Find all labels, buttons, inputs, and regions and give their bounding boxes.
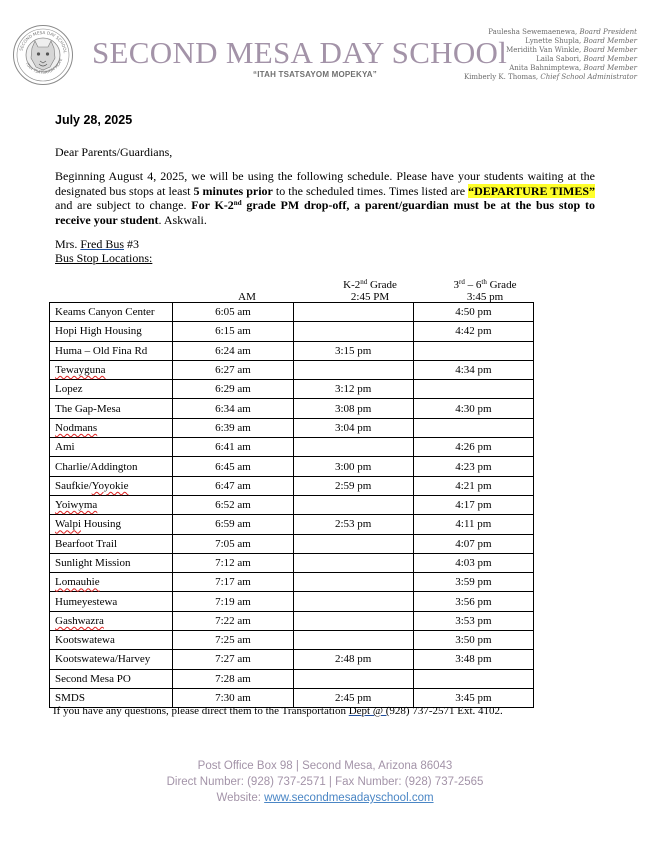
table-row (50, 631, 534, 650)
grade-3-6-time-cell (413, 573, 533, 592)
stop-name: Ami (55, 441, 75, 454)
grade-3-6-time: 3:48 pm (455, 653, 492, 666)
stop-name-cell (50, 399, 173, 418)
k2-time-cell (293, 457, 413, 476)
grade-3-6-time: 3:53 pm (455, 614, 492, 627)
header-k2-sup: nd (360, 278, 368, 286)
grade-3-6-time: 4:17 pm (455, 499, 492, 512)
k2-time: 2:48 pm (334, 653, 372, 666)
board-members (464, 28, 637, 82)
school-name: SECOND MESA DAY SCHOOl (92, 35, 508, 70)
para-bold-text: For K-2 (191, 198, 234, 212)
table-row (50, 592, 534, 611)
header-36-sup: rd (459, 278, 465, 286)
para-bold-prior: 5 minutes prior (193, 183, 273, 198)
departure-times-highlight: “DEPARTURE TIMES” (468, 183, 595, 198)
am-time: 6:59 am (215, 518, 251, 531)
k2-time: 2:59 pm (334, 479, 372, 492)
stop-name-cell (50, 360, 173, 379)
am-time: 6:27 am (215, 364, 251, 377)
stop-name-part: Yoyokie (91, 479, 129, 492)
k2-time-cell (293, 669, 413, 688)
grade-3-6-time: 4:11 pm (455, 518, 492, 531)
grade-3-6-time: 3:59 pm (455, 576, 492, 589)
bus-schedule-table (49, 302, 534, 708)
table-row (50, 341, 534, 360)
board-member-name: Anita Bahnimptewa, (509, 64, 584, 72)
am-time: 6:39 am (215, 421, 251, 434)
am-time-cell (173, 534, 293, 553)
am-time-cell (173, 303, 293, 322)
am-time-cell (173, 515, 293, 534)
board-member (464, 46, 637, 55)
header-36-text: 3 (453, 279, 460, 291)
am-time: 7:17 am (215, 576, 251, 589)
table-row (50, 611, 534, 630)
k2-time: 3:08 pm (334, 402, 372, 415)
table-row (50, 360, 534, 379)
board-member-name: Lynette Shupla, (525, 37, 584, 45)
k2-time-cell (293, 438, 413, 457)
intro-paragraph (55, 169, 595, 227)
am-time-cell (173, 418, 293, 437)
stop-name-cell (50, 495, 173, 514)
grade-3-6-time: 3:45 pm (455, 692, 492, 705)
table-row (50, 438, 534, 457)
am-time-cell (173, 457, 293, 476)
am-time-cell (173, 650, 293, 669)
am-time-cell (173, 592, 293, 611)
table-row (50, 457, 534, 476)
grade-3-6-time-cell (413, 631, 533, 650)
stop-name-cell (50, 322, 173, 341)
am-time: 6:41 am (215, 441, 251, 454)
k2-time-cell (293, 592, 413, 611)
stop-name-cell (50, 438, 173, 457)
note-text: If you have any questions, please direct them to the Transportation (53, 705, 349, 717)
k2-time-cell (293, 650, 413, 669)
am-time: 7:19 am (215, 595, 251, 608)
am-time: 7:27 am (215, 653, 251, 666)
am-time-cell (173, 573, 293, 592)
k2-time-cell (293, 631, 413, 650)
k2-time: 2:45 pm (334, 692, 372, 705)
k2-time: 3:00 pm (334, 460, 372, 473)
para-bold-text: grade PM drop-off, a parent/guardian must be at the bus stop to receive your student (55, 198, 595, 227)
grade-3-6-time-cell (413, 438, 533, 457)
stop-name-cell (50, 553, 173, 572)
board-member-title: Chief School Administrator (540, 73, 637, 81)
header-k2-time: 2:45 PM (350, 291, 390, 303)
am-time-cell (173, 322, 293, 341)
stop-name: Walpi Housing (55, 518, 122, 531)
grade-3-6-time-cell (413, 380, 533, 399)
am-time: 7:22 am (215, 614, 251, 627)
am-time: 6:34 am (215, 402, 251, 415)
stop-name: Kootswatewa (55, 634, 115, 647)
table-row (50, 380, 534, 399)
para-text: and are subject to change. (55, 198, 192, 212)
am-time-cell (173, 438, 293, 457)
k2-time: 3:12 pm (334, 383, 372, 396)
k2-time-cell (293, 553, 413, 572)
stop-name: Saufkie/Yoyokie (55, 479, 129, 492)
grade-3-6-time: 3:50 pm (455, 634, 492, 647)
header-36-text: – 6 (464, 279, 482, 291)
questions-note (53, 705, 503, 717)
grade-3-6-time: 4:42 pm (455, 325, 492, 338)
stop-name: SMDS (55, 692, 85, 705)
grade-3-6-time: 4:50 pm (455, 306, 492, 319)
header-k2-text: K-2 (343, 279, 361, 291)
stop-name-cell (50, 341, 173, 360)
stop-name: Nodmans (55, 421, 98, 434)
k2-time-cell (293, 380, 413, 399)
stop-name: Gashwazra (55, 614, 104, 627)
stop-name: Yoiwyma (55, 499, 98, 512)
board-member (464, 37, 637, 46)
header-am: AM (238, 291, 256, 303)
k2-time-cell (293, 303, 413, 322)
k2-time: 2:53 pm (334, 518, 372, 531)
footer-phones: Direct Number: (928) 737-2571 | Fax Number: (928) 737-2565 (166, 776, 484, 788)
am-time: 6:47 am (215, 479, 251, 492)
k2-time-cell (293, 573, 413, 592)
grade-3-6-time-cell (413, 399, 533, 418)
header-k2 (320, 279, 420, 303)
para-text: . Askwali. (158, 212, 207, 227)
driver-prefix: Mrs. (55, 237, 81, 251)
k2-time: 3:15 pm (334, 344, 372, 357)
grade-3-6-time-cell (413, 360, 533, 379)
stop-name: Lopez (55, 383, 83, 396)
stop-name: Bearfoot Trail (55, 537, 118, 550)
grade-3-6-time: 4:26 pm (455, 441, 492, 454)
k2-time-cell (293, 534, 413, 553)
k2-time-cell (293, 418, 413, 437)
table-row (50, 322, 534, 341)
k2-time-cell (293, 399, 413, 418)
board-member-title: Board President (579, 28, 637, 36)
stop-name: Huma – Old Fina Rd (55, 344, 148, 357)
website-link[interactable]: www.secondmesadayschool.com (264, 792, 434, 804)
stop-name: Charlie/Addington (55, 460, 138, 473)
grade-3-6-time: 4:34 pm (455, 364, 492, 377)
k2-time-cell (293, 322, 413, 341)
am-time-cell (173, 476, 293, 495)
footer-website (0, 790, 650, 806)
para-text: to the scheduled times. Times listed are (272, 183, 469, 198)
grade-3-6-time-cell (413, 418, 533, 437)
stop-name-cell (50, 476, 173, 495)
table-row (50, 669, 534, 688)
k2-time-cell (293, 341, 413, 360)
header-k2-text: Grade (367, 279, 397, 291)
am-time-cell (173, 611, 293, 630)
board-member-title: Board Member (583, 37, 637, 45)
para-text: Beginning August 4, 2025, we will be using the following schedule. Please have your students waiting at the designated bus stops at least (55, 169, 595, 198)
board-member-name: Kimberly K. Thomas, (463, 73, 541, 81)
grade-3-6-time: 3:56 pm (455, 595, 492, 608)
stop-name: The Gap-Mesa (55, 402, 121, 415)
school-seal-logo (12, 24, 74, 86)
board-member (464, 28, 637, 37)
transportation-dept-link[interactable]: Dept @ ( (348, 705, 390, 717)
am-time: 7:30 am (215, 692, 251, 705)
stop-name: Humeyestewa (55, 595, 118, 608)
table-row (50, 534, 534, 553)
grade-3-6-time: 4:03 pm (455, 557, 492, 569)
table-row (50, 573, 534, 592)
grade-3-6-time-cell (413, 476, 533, 495)
bus-number: #3 (124, 237, 140, 251)
am-time-cell (173, 553, 293, 572)
am-time: 7:05 am (215, 537, 251, 550)
grade-3-6-time: 4:21 pm (455, 479, 492, 492)
am-time-cell (173, 669, 293, 688)
table-row (50, 515, 534, 534)
grade-3-6-time: 4:23 pm (455, 460, 492, 473)
table-row (50, 303, 534, 322)
grade-3-6-time-cell (413, 611, 533, 630)
am-time: 6:15 am (215, 325, 251, 338)
grade-3-6-time-cell (413, 303, 533, 322)
board-member (464, 64, 637, 73)
grade-3-6-time-cell (413, 515, 533, 534)
stop-name-cell (50, 611, 173, 630)
driver-info (55, 237, 152, 265)
grade-3-6-time-cell (413, 592, 533, 611)
header-36-sup: th (481, 278, 487, 286)
stop-name-cell (50, 457, 173, 476)
am-time-cell (173, 360, 293, 379)
am-time-cell (173, 631, 293, 650)
footer-address: Post Office Box 98 | Second Mesa, Arizona 86043 (197, 760, 453, 772)
stop-name-cell (50, 303, 173, 322)
stop-name-cell (50, 380, 173, 399)
grade-3-6-time: 4:07 pm (455, 537, 492, 550)
stop-name-cell (50, 592, 173, 611)
am-time: 6:29 am (215, 383, 251, 396)
board-member-title: Board Member (583, 55, 637, 63)
seal-bottom-text: ITAH TSATSAYOM MOPE (24, 57, 64, 75)
grade-3-6-time-cell (413, 457, 533, 476)
stop-name: Keams Canyon Center (55, 306, 155, 319)
header-3-6 (435, 279, 535, 303)
stop-name: Hopi High Housing (55, 325, 142, 338)
table-row (50, 418, 534, 437)
grade-3-6-time-cell (413, 534, 533, 553)
table-row (50, 650, 534, 669)
k2-time-cell (293, 515, 413, 534)
stop-name-cell (50, 631, 173, 650)
salutation: Dear Parents/Guardians, (55, 145, 173, 159)
am-time: 7:25 am (215, 634, 251, 647)
letter-date: July 28, 2025 (55, 113, 133, 127)
stop-name-cell (50, 515, 173, 534)
stop-name-part: Walpi (55, 518, 81, 531)
stop-name-cell (50, 418, 173, 437)
seal-top-text: SECOND MESA DAY SCHOOL (18, 29, 68, 54)
table-row (50, 553, 534, 572)
k2-time-cell (293, 611, 413, 630)
board-member (464, 73, 637, 82)
header-36-text: Grade (486, 279, 517, 291)
driver-name: Fred Bus (80, 237, 125, 251)
k2-time-cell (293, 476, 413, 495)
website-label: Website: (216, 792, 265, 804)
note-phone: 928) 737-2571 Ext. 4102. (389, 705, 503, 717)
am-time: 6:45 am (215, 460, 251, 473)
stop-name-cell (50, 534, 173, 553)
stop-name-cell (50, 573, 173, 592)
am-time: 7:28 am (215, 672, 251, 685)
header-36-time: 3:45 pm (466, 291, 504, 303)
am-time-cell (173, 380, 293, 399)
stop-name-cell (50, 669, 173, 688)
grade-3-6-time: 4:30 pm (455, 402, 492, 415)
table-row (50, 495, 534, 514)
board-member-title: Board Member (583, 46, 637, 54)
grade-3-6-time-cell (413, 322, 533, 341)
grade-3-6-time-cell (413, 553, 533, 572)
k2-time-cell (293, 495, 413, 514)
stop-name-cell (50, 650, 173, 669)
am-time-cell (173, 495, 293, 514)
stop-name: Tewayguna (55, 364, 106, 377)
board-member-name: Paulesha Sewemaenewa, (488, 28, 580, 36)
am-time-cell (173, 341, 293, 360)
stop-name: Sunlight Mission (55, 557, 131, 569)
grade-3-6-time-cell (413, 495, 533, 514)
k2-time-cell (293, 360, 413, 379)
am-time: 6:52 am (215, 499, 251, 512)
table-row (50, 476, 534, 495)
table-row (50, 399, 534, 418)
board-member-name: Laila Sabori, (536, 55, 584, 63)
grade-3-6-time-cell (413, 341, 533, 360)
stop-name: Lomauhie (55, 576, 100, 589)
grade-3-6-time-cell (413, 650, 533, 669)
am-time: 7:12 am (215, 557, 251, 569)
stop-name: Second Mesa PO (55, 672, 131, 685)
am-time: 6:24 am (215, 344, 251, 357)
am-time: 6:05 am (215, 306, 251, 319)
board-member-title: Board Member (583, 64, 637, 72)
para-sup: nd (233, 199, 242, 207)
board-member (464, 55, 637, 64)
grade-3-6-time-cell (413, 669, 533, 688)
bus-stop-locations-label: Bus Stop Locations: (55, 251, 153, 265)
am-time-cell (173, 399, 293, 418)
stop-name: Kootswatewa/Harvey (55, 653, 151, 666)
k2-time: 3:04 pm (334, 421, 372, 434)
school-motto: “ITAH TSATSAYOM MOPEKYA” (253, 70, 377, 79)
board-member-name: Meridith Van Winkle, (506, 46, 584, 54)
